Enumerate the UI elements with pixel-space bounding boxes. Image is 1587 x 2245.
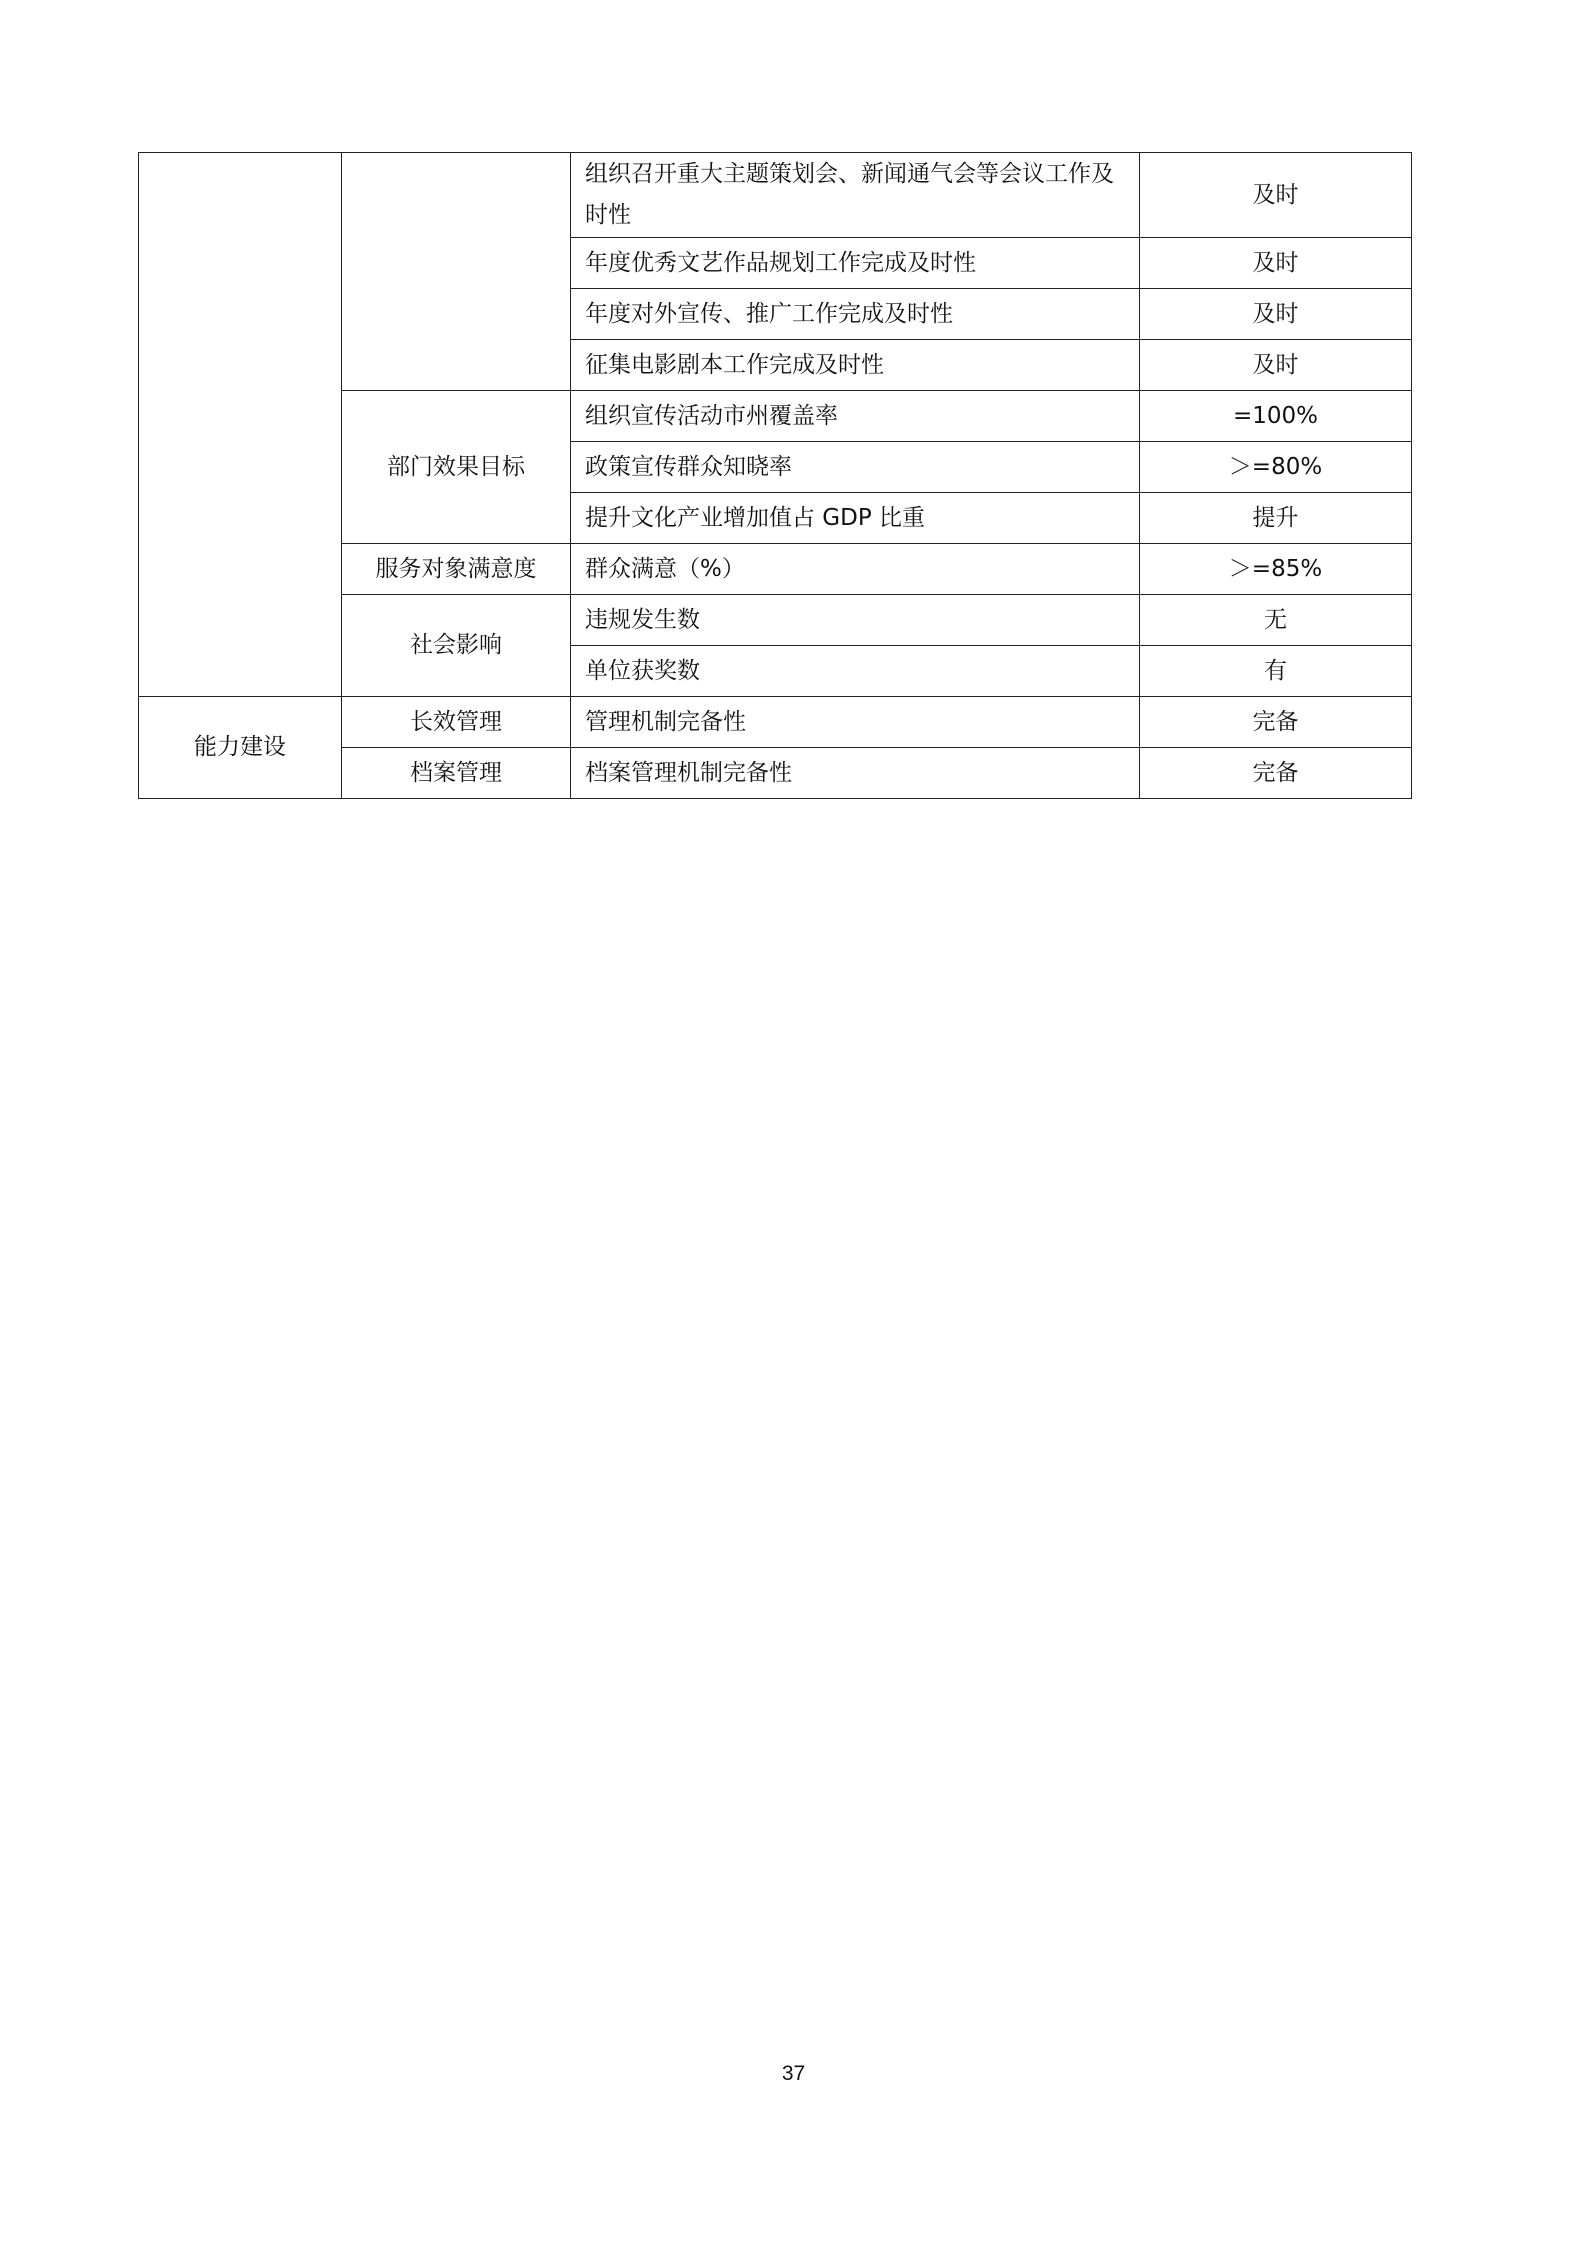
indicator-cell: 组织宣传活动市州覆盖率 [571, 391, 1140, 442]
value-cell: 完备 [1140, 697, 1412, 748]
table-row [139, 697, 1412, 748]
indicator-cell: 提升文化产业增加值占 GDP 比重 [571, 493, 1140, 544]
level1-cell-empty [139, 153, 342, 697]
indicator-cell: 政策宣传群众知晓率 [571, 442, 1140, 493]
value-cell: ＞=80% [1140, 442, 1412, 493]
value-cell: =100% [1140, 391, 1412, 442]
value-cell: 完备 [1140, 748, 1412, 799]
level2-cell-satisfaction: 服务对象满意度 [342, 544, 571, 595]
value-cell: 及时 [1140, 238, 1412, 289]
value-cell: 及时 [1140, 289, 1412, 340]
indicator-cell: 单位获奖数 [571, 646, 1140, 697]
indicator-cell: 管理机制完备性 [571, 697, 1140, 748]
value-cell: 提升 [1140, 493, 1412, 544]
indicator-cell: 征集电影剧本工作完成及时性 [571, 340, 1140, 391]
level2-cell-archive: 档案管理 [342, 748, 571, 799]
indicator-cell: 违规发生数 [571, 595, 1140, 646]
level1-cell-capacity: 能力建设 [139, 697, 342, 799]
indicator-cell: 年度对外宣传、推广工作完成及时性 [571, 289, 1140, 340]
value-cell: 及时 [1140, 153, 1412, 238]
page-number: 37 [781, 2062, 806, 2085]
indicator-cell: 档案管理机制完备性 [571, 748, 1140, 799]
level2-cell-dept-effect: 部门效果目标 [342, 391, 571, 544]
level2-cell-empty [342, 153, 571, 391]
indicator-cell: 群众满意（%） [571, 544, 1140, 595]
indicator-cell: 年度优秀文艺作品规划工作完成及时性 [571, 238, 1140, 289]
performance-indicator-table [138, 152, 1412, 799]
value-cell: 及时 [1140, 340, 1412, 391]
indicator-cell: 组织召开重大主题策划会、新闻通气会等会议工作及时性 [571, 153, 1140, 238]
value-cell: 有 [1140, 646, 1412, 697]
level2-cell-long-term: 长效管理 [342, 697, 571, 748]
level2-cell-social-impact: 社会影响 [342, 595, 571, 697]
value-cell: ＞=85% [1140, 544, 1412, 595]
table-row [139, 153, 1412, 238]
value-cell: 无 [1140, 595, 1412, 646]
